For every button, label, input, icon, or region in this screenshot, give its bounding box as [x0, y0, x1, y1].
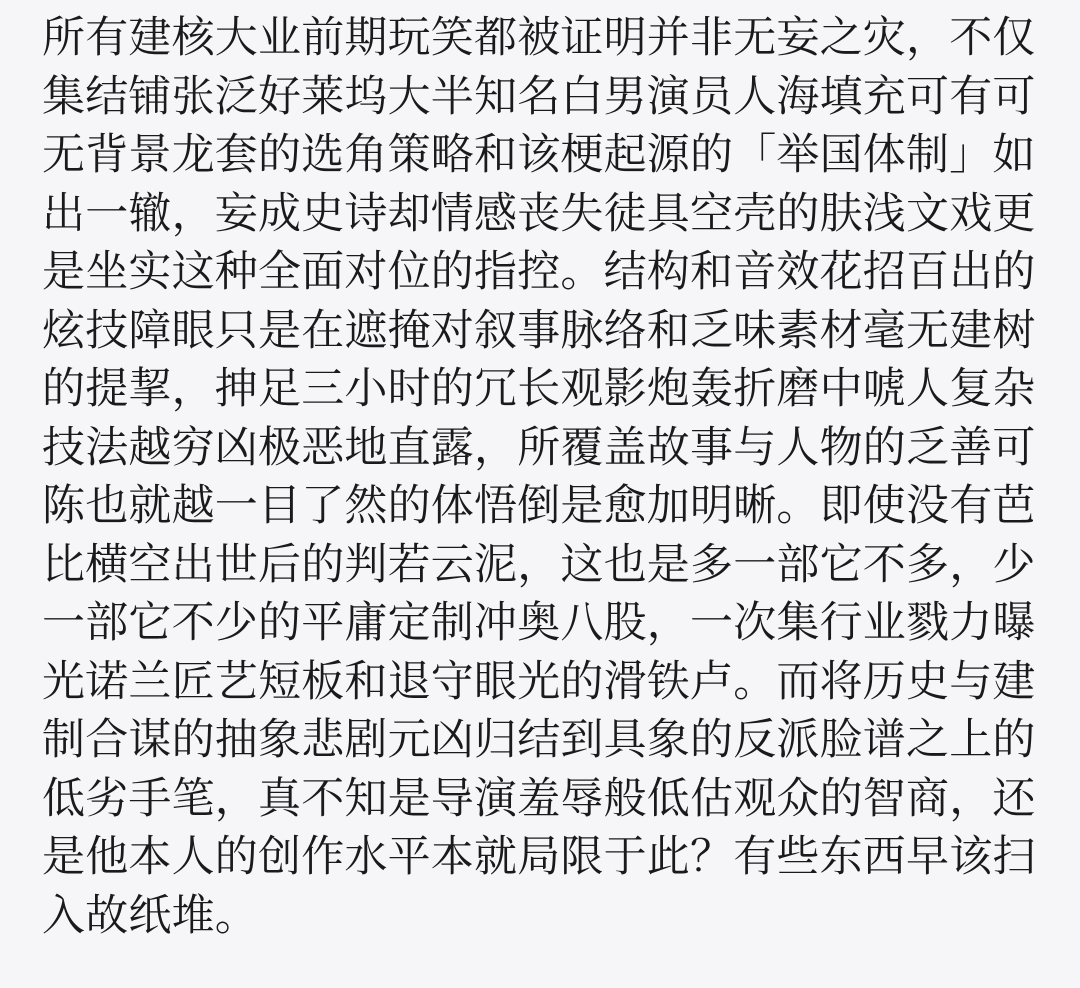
text-line: 炫技障眼只是在遮掩对叙事脉络和乏味素材毫无建树: [42, 305, 1036, 356]
text-line: 出一辙，妄成史诗却情感丧失徒具空壳的肤浅文戏更: [42, 188, 1036, 239]
text-line: 比横空出世后的判若云泥，这也是多一部它不多，少: [42, 539, 1036, 590]
text-line: 制合谋的抽象悲剧元凶归结到具象的反派脸谱之上的: [42, 715, 1036, 765]
text-line: 是坐实这种全面对位的指控。结构和音效花招百出的: [42, 247, 1036, 297]
text-line: 无背景龙套的选角策略和该梗起源的「举国体制」如: [42, 130, 1036, 180]
text-line: 陈也就越一目了然的体悟倒是愈加明晰。即使没有芭: [42, 481, 1036, 531]
text-line: 低劣手笔，真不知是导演羞辱般低估观众的智商，还: [42, 773, 1036, 824]
text-line: 所有建核大业前期玩笑都被证明并非无妄之灾，不仅: [42, 13, 1036, 63]
text-line: 是他本人的创作水平本就局限于此？有些东西早该扫: [42, 832, 1036, 882]
text-line: 技法越穷凶极恶地直露，所覆盖故事与人物的乏善可: [42, 422, 1036, 473]
text-line: 光诺兰匠艺短板和退守眼光的滑铁卢。而将历史与建: [42, 656, 1036, 707]
text-line: 的提挈，抻足三小时的冗长观影炮轰折磨中唬人复杂: [42, 364, 1036, 414]
text-line: 一部它不少的平庸定制冲奥八股，一次集行业戮力曝: [42, 598, 1036, 648]
review-text: [42, 9, 1042, 945]
text-line: 集结铺张泛好莱坞大半知名白男演员人海填充可有可: [42, 71, 1036, 122]
text-line: 入故纸堆。: [42, 890, 258, 941]
